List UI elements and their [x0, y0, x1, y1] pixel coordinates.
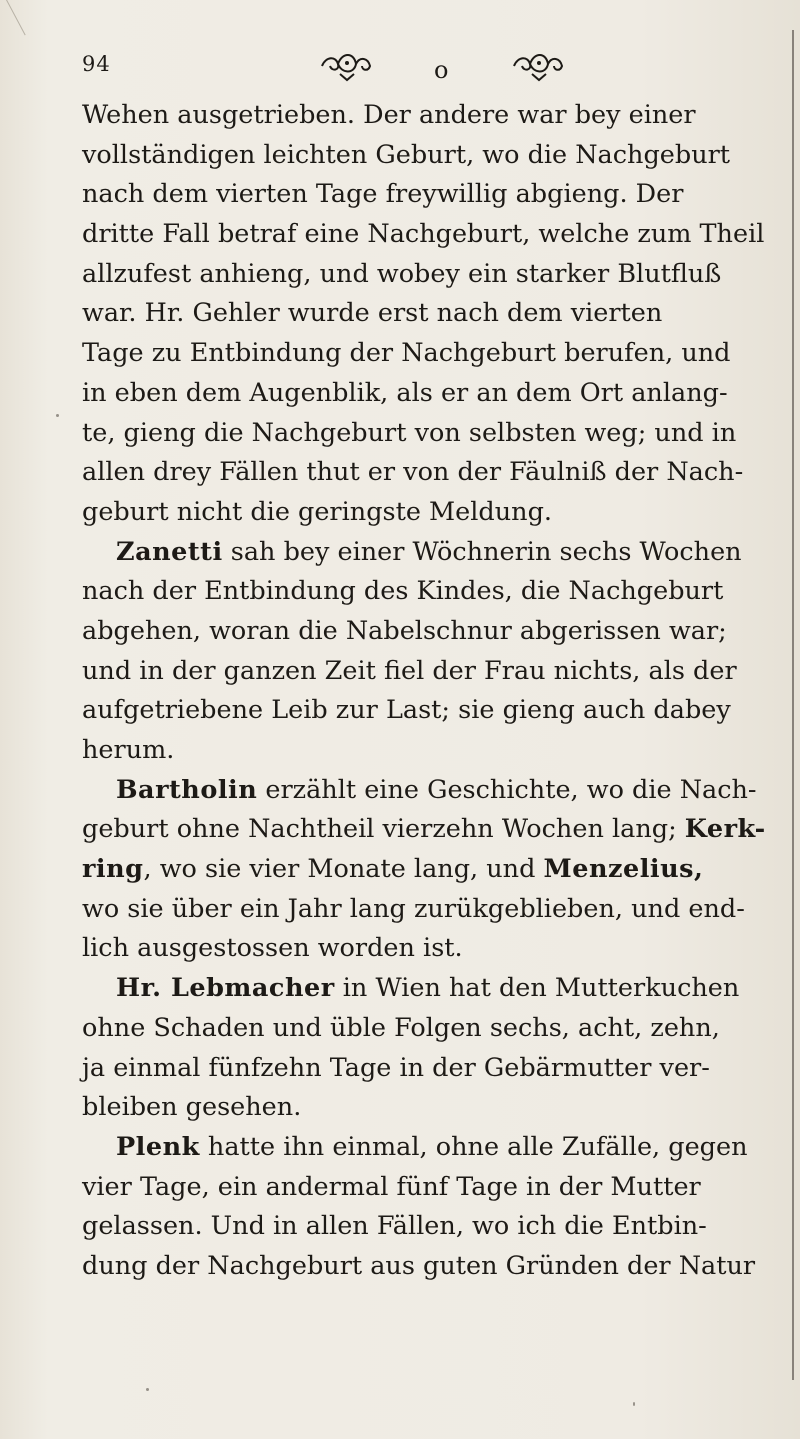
text-line: [82, 810, 770, 850]
line-text: te, gieng die Nachgeburt von selbsten weg; und in: [82, 417, 737, 448]
line-text: Wehen ausgetrieben. Der andere war bey einer: [82, 100, 696, 130]
text-line: [82, 652, 770, 692]
line-text: wo sie über ein Jahr lang zurükgeblieben, und end-: [82, 893, 745, 924]
text-line: [82, 691, 770, 731]
text-line: [82, 1088, 770, 1128]
line-text: bleiben gesehen.: [82, 1092, 302, 1123]
line-text: , wo sie vier Monate lang, und: [143, 854, 544, 885]
text-line: [82, 96, 770, 136]
text-line: [82, 731, 770, 771]
text-line: [82, 493, 770, 533]
line-text: dung der Nachgeburt aus guten Gründen der Natur: [82, 1250, 756, 1281]
body-text: [82, 96, 770, 1287]
person-name: ring: [82, 854, 144, 885]
text-line: [82, 453, 770, 493]
person-name: Zanetti: [116, 536, 223, 567]
line-text: sah bey einer Wöchnerin sechs Wochen: [222, 536, 742, 567]
text-line: [82, 1128, 770, 1168]
header-ornaments: [312, 44, 602, 92]
text-line: [82, 255, 770, 295]
line-text: gelassen. Und in allen Fällen, wo ich die Entbin-: [82, 1211, 707, 1242]
text-line: [82, 1009, 770, 1049]
ornament-left-icon: [318, 48, 374, 82]
person-name: Kerk-: [684, 814, 766, 845]
text-line: [82, 414, 770, 454]
text-line: [82, 334, 770, 374]
text-line: [82, 1247, 770, 1287]
text-line: [82, 533, 770, 573]
text-line: [82, 850, 770, 890]
line-text: herum.: [82, 735, 175, 765]
line-text: ja einmal fünfzehn Tage in der Gebärmutter ver-: [82, 1052, 710, 1083]
text-line: [82, 1168, 770, 1208]
line-text: nach der Entbindung des Kindes, die Nachgeburt: [82, 576, 724, 607]
text-line: [82, 1049, 770, 1089]
text-line: [82, 374, 770, 414]
page-gutter-shadow: [792, 30, 794, 1380]
ornament-mid: o: [434, 56, 449, 84]
line-text: ohne Schaden und üble Folgen sechs, acht, zehn,: [82, 1012, 720, 1043]
text-line: [82, 215, 770, 255]
text-line: [82, 612, 770, 652]
text-line: [82, 175, 770, 215]
line-text: lich ausgestossen worden ist.: [82, 933, 463, 964]
paper-speck: [56, 414, 59, 417]
text-line: [82, 572, 770, 612]
line-text: in Wien hat den Mutterkuchen: [334, 973, 740, 1004]
line-text: aufgetriebene Leib zur Last; sie gieng auch dabey: [82, 695, 731, 726]
line-text: geburt nicht die geringste Meldung.: [82, 496, 553, 527]
line-text: dritte Fall betraf eine Nachgeburt, welche zum Theil: [82, 219, 765, 250]
line-text: nach dem vierten Tage freywillig abgieng. Der: [82, 179, 684, 210]
ornament-right-icon: [510, 48, 566, 82]
line-text: und in der ganzen Zeit fiel der Frau nichts, als der: [82, 655, 737, 686]
line-text: Tage zu Entbindung der Nachgeburt berufen, und: [82, 338, 731, 369]
text-line: [82, 929, 770, 969]
line-text: allzufest anhieng, und wobey ein starker Blutfluß: [82, 258, 722, 289]
text-line: [82, 771, 770, 811]
page-header: [82, 44, 742, 92]
page-edge-mark: [6, 0, 26, 35]
text-line: [82, 136, 770, 176]
paper-speck: [633, 1402, 635, 1406]
page-number: 94: [82, 52, 111, 76]
person-name: Menzelius,: [543, 854, 704, 885]
line-text: vier Tage, ein andermal fünf Tage in der Mutter: [82, 1171, 701, 1202]
text-line: [82, 294, 770, 334]
line-text: vollständigen leichten Geburt, wo die Nachgeburt: [82, 139, 731, 170]
person-name: Plenk: [116, 1131, 200, 1162]
text-line: [82, 1207, 770, 1247]
text-line: [82, 969, 770, 1009]
line-text: hatte ihn einmal, ohne alle Zufälle, gegen: [199, 1131, 748, 1162]
person-name: Bartholin: [116, 774, 258, 805]
line-text: war. Hr. Gehler wurde erst nach dem vierten: [82, 298, 663, 329]
person-name: Hr. Lebmacher: [116, 973, 335, 1004]
line-text: in eben dem Augenblik, als er an dem Ort anlang-: [82, 377, 728, 408]
paper-speck: [146, 1388, 149, 1391]
text-line: [82, 890, 770, 930]
line-text: abgehen, woran die Nabelschnur abgerissen war;: [82, 615, 727, 646]
line-text: allen drey Fällen thut er von der Fäulniß der Nach-: [82, 457, 744, 488]
line-text: erzählt eine Geschichte, wo die Nach-: [257, 774, 757, 805]
line-text: geburt ohne Nachtheil vierzehn Wochen lang;: [82, 814, 685, 845]
